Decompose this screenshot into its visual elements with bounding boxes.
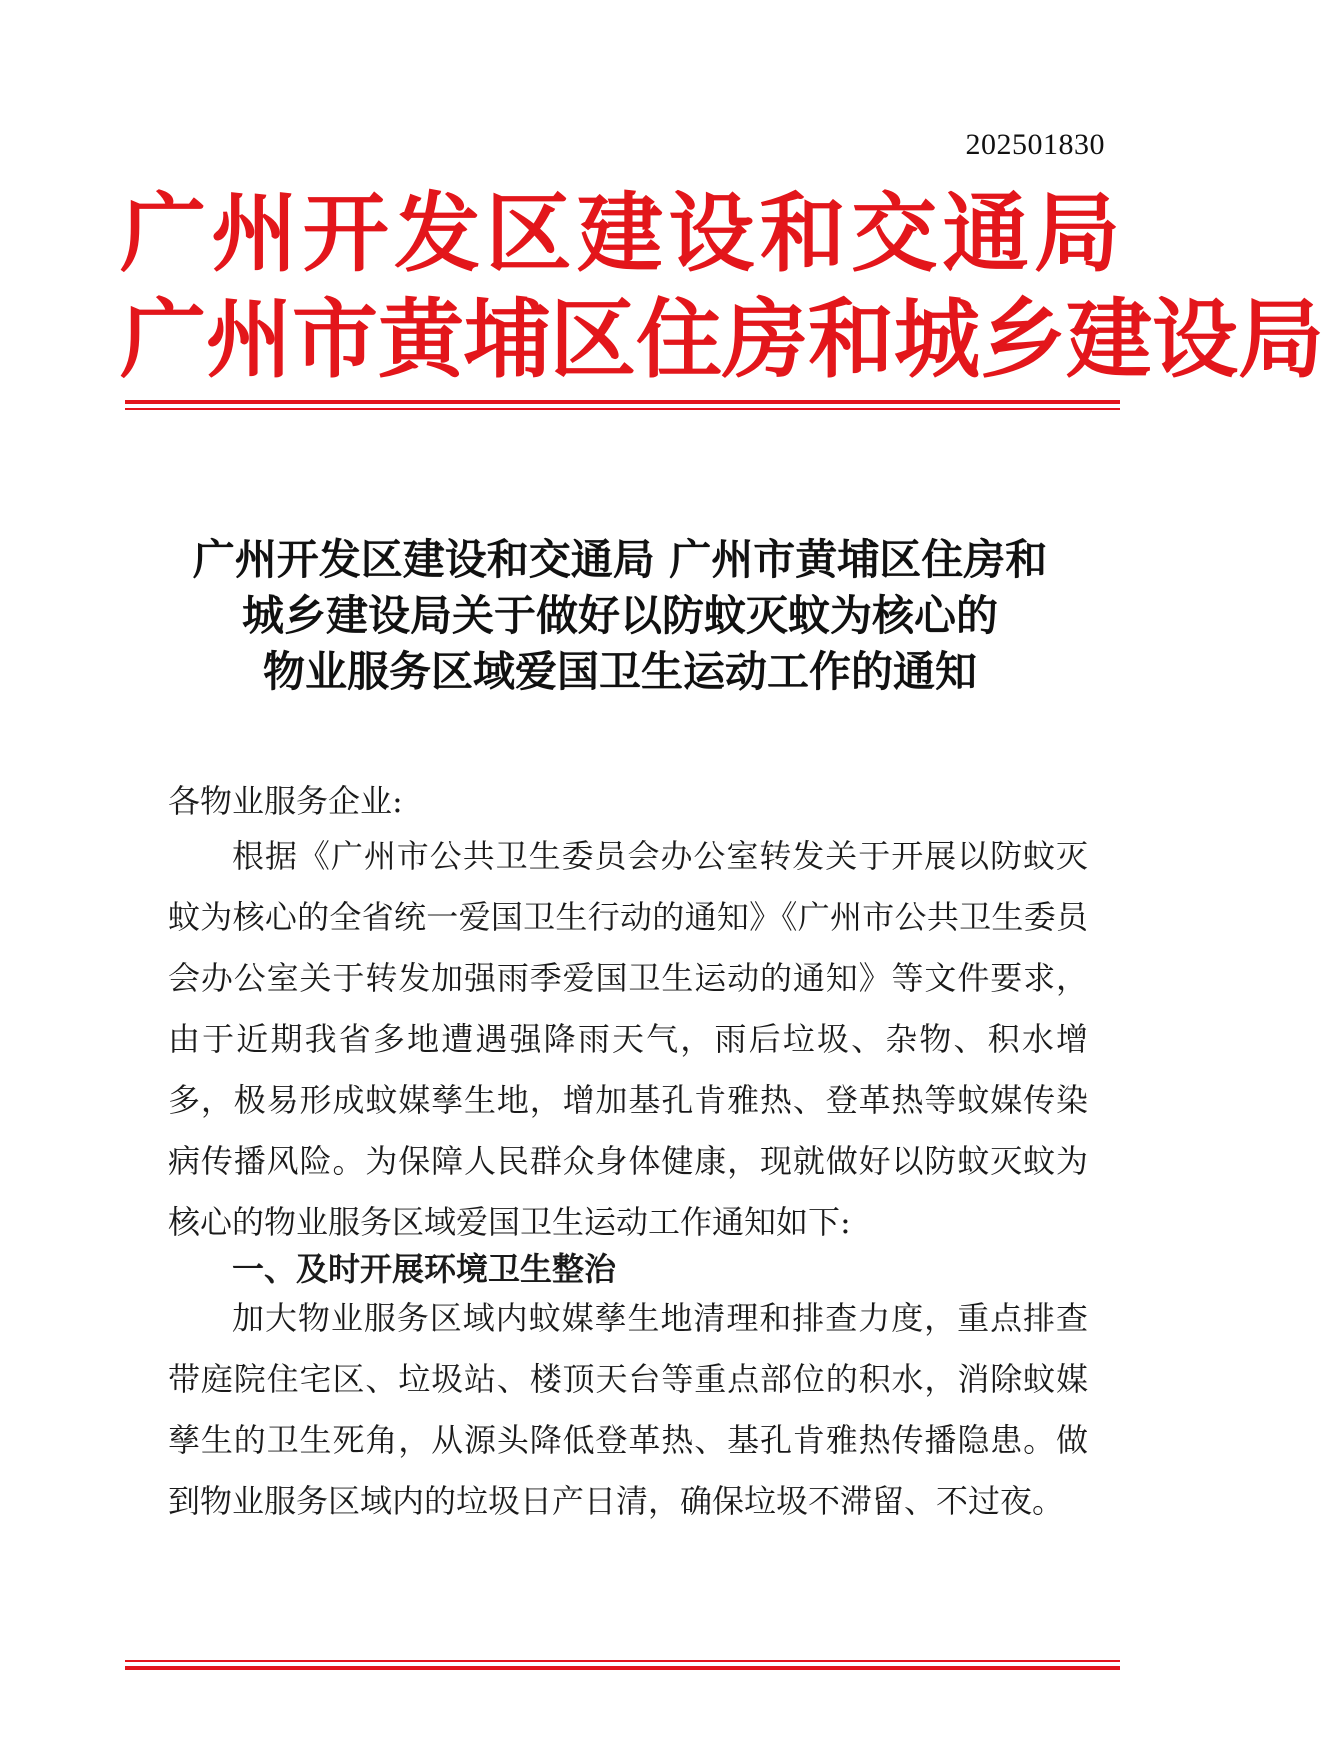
document-title [140,532,1100,700]
issuer-name-2: 广州市黄埔区住房和城乡建设局 [120,289,1324,390]
document-number: 202501830 [965,128,1105,161]
title-line-2: 城乡建设局关于做好以防蚊灭蚊为核心的 [241,591,998,640]
salutation: 各物业服务企业: [168,782,403,820]
title-line-1: 广州开发区建设和交通局 广州市黄埔区住房和 [192,535,1048,584]
footer-red-rule-thick [125,1666,1120,1670]
paragraph-intro: 根据《广州市公共卫生委员会办公室转发关于开展以防蚊灭蚊为核心的全省统一爱国卫生行动的通知》《广州市公共卫生委员会办公室关于转发加强雨季爱国卫生运动的通知》等文件要求，由于近期我省多地遭遇强降雨天气，雨后垃圾、杂物、积水增多，极易形成蚊媒孳生地，增加基孔肯雅热、登革热等蚊媒传染病传播风险。为保障人民群众身体健康，现就做好以防蚊灭蚊为核心的物业服务区域爱国卫生运动工作通知如下: [168,837,1088,1241]
footer-red-rule-thin [125,1660,1120,1662]
header-red-rule-thin [125,408,1120,410]
title-line-3: 物业服务区域爱国卫生运动工作的通知 [262,647,977,696]
section-heading-1: 一、及时开展环境卫生整治 [232,1250,617,1288]
paragraph-section-1: 加大物业服务区域内蚊媒孳生地清理和排查力度，重点排查带庭院住宅区、垃圾站、楼顶天台等重点部位的积水，消除蚊媒孳生的卫生死角，从源头降低登革热、基孔肯雅热传播隐患。做到物业服务区域内的垃圾日产日清，确保垃圾不滞留、不过夜。 [168,1299,1088,1520]
header-red-rule-thick [125,400,1120,404]
issuer-name-1: 广州开发区建设和交通局 [120,183,1120,284]
